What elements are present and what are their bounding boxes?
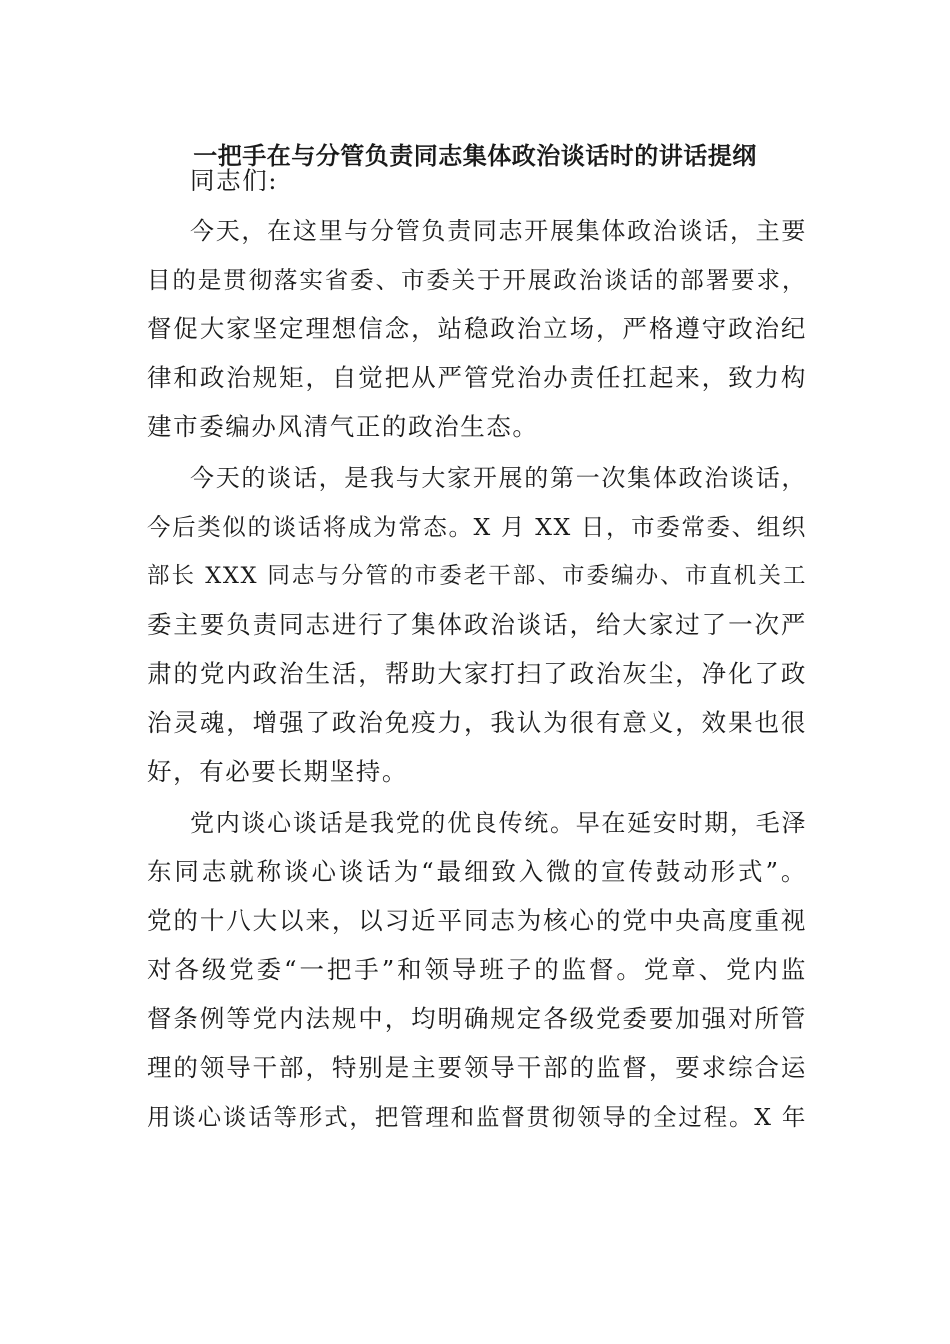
paragraph-2-line-6: 治灵魂，增强了政治免疫力，我认为很有意义，效果也很	[147, 708, 807, 737]
paragraph-3-line-3: 党的十八大以来，以习近平同志为核心的党中央高度重视	[147, 906, 807, 935]
paragraph-1-line-1: 今天，在这里与分管负责同志开展集体政治谈话，主要	[190, 217, 807, 245]
paragraph-3-line-6: 理的领导干部，特别是主要领导干部的监督，要求综合运	[147, 1053, 807, 1082]
paragraph-1-line-3: 督促大家坚定理想信念，站稳政治立场，严格遵守政治纪	[147, 314, 807, 343]
paragraph-2-line-2: 今后类似的谈话将成为常态。X 月 XX 日，市委常委、组织	[147, 513, 807, 541]
paragraph-2-line-1: 今天的谈话，是我与大家开展的第一次集体政治谈话，	[190, 464, 807, 492]
paragraph-2-line-5: 肃的党内政治生活，帮助大家打扫了政治灰尘，净化了政	[147, 659, 807, 688]
paragraph-3-line-5: 督条例等党内法规中，均明确规定各级党委要加强对所管	[147, 1004, 807, 1033]
paragraph-2-line-4: 委主要负责同志进行了集体政治谈话，给大家过了一次严	[147, 610, 807, 639]
paragraph-1-line-4: 律和政治规矩，自觉把从严管党治办责任扛起来，致力构	[147, 363, 807, 392]
paragraph-1-line-5: 建市委编办风清气正的政治生态。	[147, 412, 539, 441]
paragraph-3-line-7: 用谈心谈话等形式，把管理和监督贯彻领导的全过程。X 年	[147, 1103, 807, 1131]
paragraph-2-line-7: 好，有必要长期坚持。	[147, 757, 408, 786]
paragraph-1-line-2: 目的是贯彻落实省委、市委关于开展政治谈话的部署要求，	[147, 266, 807, 294]
document-title: 一把手在与分管负责同志集体政治谈话时的讲话提纲	[193, 142, 757, 170]
salutation: 同志们:	[190, 166, 279, 195]
paragraph-2-line-3: 部长 XXX 同志与分管的市委老干部、市委编办、市直机关工	[147, 563, 807, 589]
paragraph-3-line-1: 党内谈心谈话是我党的优良传统。早在延安时期，毛泽	[190, 809, 807, 837]
paragraph-3-line-2: 东同志就称谈心谈话为“最细致入微的宣传鼓动形式”。	[147, 857, 807, 886]
paragraph-3-line-4: 对各级党委“一把手”和领导班子的监督。党章、党内监	[147, 955, 807, 984]
